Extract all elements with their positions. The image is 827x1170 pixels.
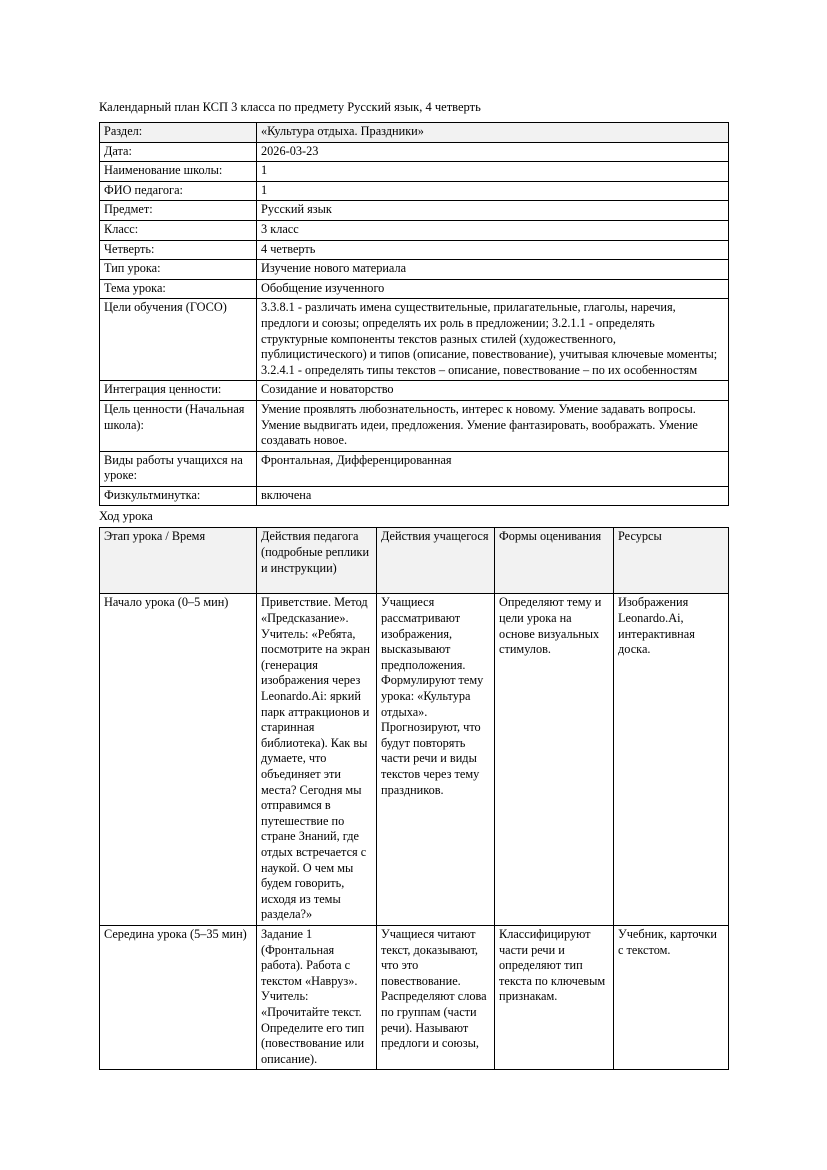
assessment-cell: Классифицируют части речи и определяют тип текста по ключевым признакам. [495, 925, 614, 1069]
info-value-cell: «Культура отдыха. Праздники» [257, 123, 729, 143]
table-row [100, 240, 729, 260]
table-row [100, 162, 729, 182]
info-value-cell: Русский язык [257, 201, 729, 221]
table-row [100, 594, 729, 925]
table-row [100, 181, 729, 201]
flow-table-head [100, 528, 729, 594]
info-label-cell: Интеграция ценности: [100, 381, 257, 401]
column-header-teacher: Действия педагога (подробные реплики и инструкции) [257, 528, 377, 594]
info-label-cell: Предмет: [100, 201, 257, 221]
resources-cell: Изображения Leonardo.Ai, интерактивная доска. [614, 594, 729, 925]
info-label-cell: Наименование школы: [100, 162, 257, 182]
info-value-cell: Обобщение изученного [257, 279, 729, 299]
info-value-cell: Изучение нового материала [257, 260, 729, 280]
info-label-cell: Тема урока: [100, 279, 257, 299]
lesson-info-table [99, 122, 729, 506]
stage-cell: Начало урока (0–5 мин) [100, 594, 257, 925]
page-title: Календарный план КСП 3 класса по предмету Русский язык, 4 четверть [99, 100, 481, 114]
info-label-cell: Виды работы учащихся на уроке: [100, 451, 257, 486]
column-header-stage: Этап урока / Время [100, 528, 257, 594]
info-table-body [100, 123, 729, 506]
info-value-cell: 4 четверть [257, 240, 729, 260]
table-row [100, 279, 729, 299]
flow-section-label: Ход урока [99, 509, 153, 524]
info-label-cell: Цели обучения (ГОСО) [100, 299, 257, 381]
teacher-cell: Задание 1 (Фронтальная работа). Работа с текстом «Навруз». Учитель: «Прочитайте текст. Определите его тип (повествование или описание). [257, 925, 377, 1069]
info-value-cell: 1 [257, 162, 729, 182]
table-row [100, 486, 729, 506]
table-header-row [100, 528, 729, 594]
info-value-cell: включена [257, 486, 729, 506]
table-row [100, 123, 729, 143]
info-label-cell: Дата: [100, 142, 257, 162]
info-value-cell: 2026-03-23 [257, 142, 729, 162]
assessment-cell: Определяют тему и цели урока на основе визуальных стимулов. [495, 594, 614, 925]
resources-cell: Учебник, карточки с текстом. [614, 925, 729, 1069]
table-row [100, 201, 729, 221]
flow-table-body [100, 594, 729, 1070]
table-row [100, 299, 729, 381]
teacher-cell: Приветствие. Метод «Предсказание». Учитель: «Ребята, посмотрите на экран (генерация изображения через Leonardo.Ai: яркий парк аттракционов и старинная библиотека). Как вы думаете, что объединяет эти места? Сегодня мы отправимся в путешествие по стране Знаний, где отдых встречается с наукой. О чем мы будем говорить, исходя из темы раздела?» [257, 594, 377, 925]
info-label-cell: ФИО педагога: [100, 181, 257, 201]
table-row [100, 260, 729, 280]
info-label-cell: Физкультминутка: [100, 486, 257, 506]
info-value-cell: Фронтальная, Дифференцированная [257, 451, 729, 486]
student-cell: Учащиеся читают текст, доказывают, что это повествование. Распределяют слова по группам (части речи). Называют предлоги и союзы, [377, 925, 495, 1069]
lesson-flow-table [99, 527, 729, 1070]
column-header-student: Действия учащегося [377, 528, 495, 594]
table-row [100, 142, 729, 162]
table-row [100, 381, 729, 401]
table-row [100, 220, 729, 240]
table-row [100, 925, 729, 1069]
info-value-cell: Умение проявлять любознательность, интерес к новому. Умение задавать вопросы. Умение выдвигать идеи, предложения. Умение фантазировать, воображать. Умение создавать новое. [257, 400, 729, 451]
student-cell: Учащиеся рассматривают изображения, высказывают предположения. Формулируют тему урока: «Культура отдыха». Прогнозируют, что будут повторять части речи и виды текстов через тему праздников. [377, 594, 495, 925]
info-value-cell: Созидание и новаторство [257, 381, 729, 401]
column-header-assessment: Формы оценивания [495, 528, 614, 594]
stage-cell: Середина урока (5–35 мин) [100, 925, 257, 1069]
info-label-cell: Тип урока: [100, 260, 257, 280]
column-header-resources: Ресурсы [614, 528, 729, 594]
info-value-cell: 3 класс [257, 220, 729, 240]
table-row [100, 451, 729, 486]
info-value-cell: 1 [257, 181, 729, 201]
info-value-cell: 3.3.8.1 - различать имена существительные, прилагательные, глаголы, наречия, предлоги и союзы; определять их роль в предложении; 3.2.1.1 - определять структурные компоненты текстов разных стилей (художественного, публицистического) и типов (описание, повествование), учитывая ключевые моменты; 3.2.4.1 - определять типы текстов – описание, повествование – по их особенностям [257, 299, 729, 381]
info-label-cell: Раздел: [100, 123, 257, 143]
table-row [100, 400, 729, 451]
info-label-cell: Цель ценности (Начальная школа): [100, 400, 257, 451]
info-label-cell: Четверть: [100, 240, 257, 260]
info-label-cell: Класс: [100, 220, 257, 240]
